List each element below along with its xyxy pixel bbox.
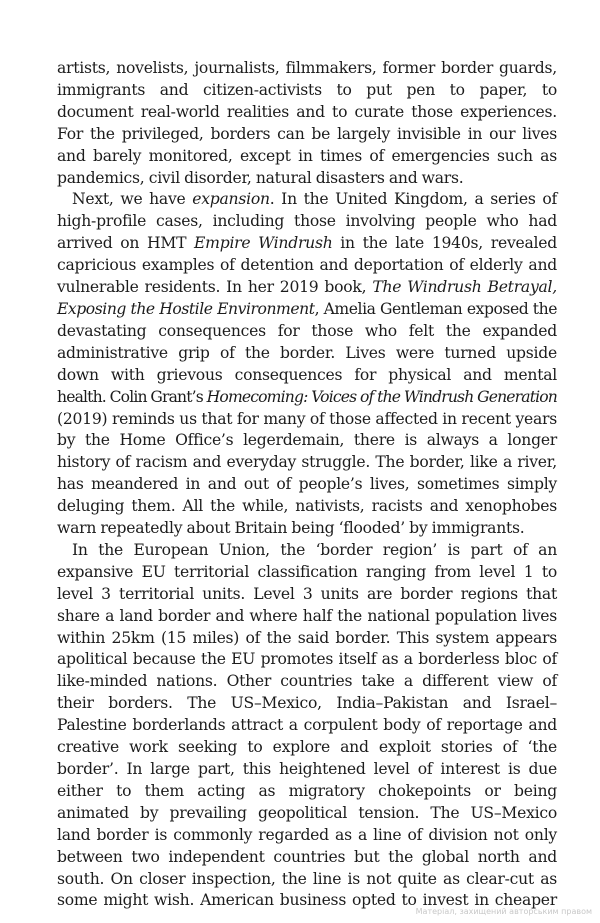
text-line <box>57 474 557 496</box>
text-segment: apolitical because the EU promotes itself as a borderless bloc of <box>57 650 557 669</box>
text-line <box>57 430 557 452</box>
text-segment: immigrants and citizen-activists to put pen to paper, to <box>57 80 557 99</box>
text-line <box>57 584 557 606</box>
text-line <box>57 321 557 343</box>
text-segment: down with grievous consequences for physical and mental <box>57 365 557 384</box>
text-segment: capricious examples of detention and deportation of elderly and <box>57 256 557 275</box>
text-segment: . In the United Kingdom, a series of <box>269 190 557 209</box>
text-segment: creative work seeking to explore and exploit stories of ‘the <box>57 738 557 757</box>
paragraph <box>57 540 557 912</box>
text-line <box>57 649 557 671</box>
italic-text: expansion <box>192 190 270 209</box>
text-segment: arrived on HMT <box>57 234 195 253</box>
text-segment: deluging them. All the while, nativists, racists and xenophobes <box>57 497 557 516</box>
text-line <box>57 211 557 233</box>
text-line <box>57 102 557 124</box>
text-line <box>57 409 557 431</box>
text-line <box>57 365 557 387</box>
text-segment: history of racism and everyday struggle. The border, like a river, <box>57 453 557 472</box>
text-segment: Palestine borderlands attract a corpulent body of reportage and <box>57 716 557 735</box>
book-page-text <box>57 58 557 912</box>
italic-text: Exposing the Hostile Environment <box>57 299 315 318</box>
text-line <box>57 781 557 803</box>
text-line <box>57 715 557 737</box>
text-segment: devastating consequences for those who felt the expanded <box>57 321 557 340</box>
text-segment: administrative grip of the border. Lives were turned upside <box>57 343 557 362</box>
text-line <box>57 189 557 211</box>
text-line <box>57 825 557 847</box>
italic-text: Empire Windrush <box>194 234 333 253</box>
text-segment: has meandered in and out of people’s lives, sometimes simply <box>57 475 557 494</box>
text-line <box>57 255 557 277</box>
text-segment: their borders. The US–Mexico, India–Pakistan and Israel– <box>57 694 557 713</box>
text-line <box>57 671 557 693</box>
copyright-watermark: Матеріал, захищений авторським правом <box>415 907 592 916</box>
text-line <box>57 146 557 168</box>
text-segment: share a land border and where half the national population lives <box>57 606 557 625</box>
italic-text: Homecoming: Voices of the Windrush Generation <box>206 387 558 406</box>
text-segment: health. Colin Grant’s <box>57 387 207 406</box>
text-segment: artists, novelists, journalists, filmmakers, former border guards, <box>57 59 557 77</box>
text-line <box>57 233 557 255</box>
text-line <box>57 869 557 891</box>
text-line <box>57 540 557 562</box>
text-line <box>57 387 557 409</box>
text-segment: border’. In large part, this heightened level of interest is due <box>57 760 557 778</box>
text-segment: south. On closer inspection, the line is not quite as clear-cut as <box>57 869 557 888</box>
text-line <box>57 518 557 540</box>
text-segment: For the privileged, borders can be largely invisible in our lives <box>57 124 557 143</box>
text-segment: in the late 1940s, revealed <box>332 234 558 253</box>
text-line <box>57 124 557 146</box>
text-line <box>57 496 557 518</box>
text-segment: within 25km (15 miles) of the said border. This system appears <box>57 628 557 647</box>
text-segment: between two independent countries but the global north and <box>57 847 557 866</box>
text-segment: , Amelia Gentleman exposed the <box>314 299 557 318</box>
text-line <box>57 80 557 102</box>
text-segment: high-profile cases, including those involving people who had <box>57 212 557 231</box>
text-line <box>57 58 557 80</box>
text-segment: warn repeatedly about Britain being ‘flooded’ by immigrants. <box>57 519 525 538</box>
text-line <box>57 343 557 365</box>
text-segment: land border is commonly regarded as a line of division not only <box>57 825 557 844</box>
text-segment: by the Home Office’s legerdemain, there is always a longer <box>57 431 557 450</box>
text-line <box>57 803 557 825</box>
text-line <box>57 452 557 474</box>
text-segment: and barely monitored, except in times of emergencies such as <box>57 146 557 165</box>
paragraph <box>57 58 557 189</box>
text-line <box>57 562 557 584</box>
text-line <box>57 299 557 321</box>
text-segment: document real-world realities and to curate those experiences. <box>57 102 557 121</box>
italic-text: The Windrush Betrayal, <box>372 278 557 297</box>
text-segment: pandemics, civil disorder, natural disasters and wars. <box>57 168 464 187</box>
text-segment: (2019) reminds us that for many of those affected in recent years <box>57 409 557 428</box>
text-segment: animated by prevailing geopolitical tension. The US–Mexico <box>57 803 557 822</box>
text-line <box>57 847 557 869</box>
text-segment: In the European Union, the ‘border region’ is part of an <box>72 540 557 559</box>
text-segment: expansive EU territorial classification ranging from level 1 to <box>57 562 557 581</box>
text-line <box>57 168 557 190</box>
text-line <box>57 693 557 715</box>
paragraph <box>57 189 557 540</box>
text-line <box>57 737 557 759</box>
text-segment: level 3 territorial units. Level 3 units are border regions that <box>57 584 557 603</box>
text-line <box>57 277 557 299</box>
text-segment: vulnerable residents. In her 2019 book, <box>57 278 373 297</box>
text-line <box>57 628 557 650</box>
text-segment: Next, we have <box>72 190 193 209</box>
text-segment: like-minded nations. Other countries take a different view of <box>57 672 557 691</box>
text-segment: some might wish. American business opted to invest in cheaper <box>57 891 557 910</box>
text-segment: either to them acting as migratory chokepoints or being <box>57 781 557 800</box>
text-line <box>57 759 557 781</box>
text-line <box>57 606 557 628</box>
